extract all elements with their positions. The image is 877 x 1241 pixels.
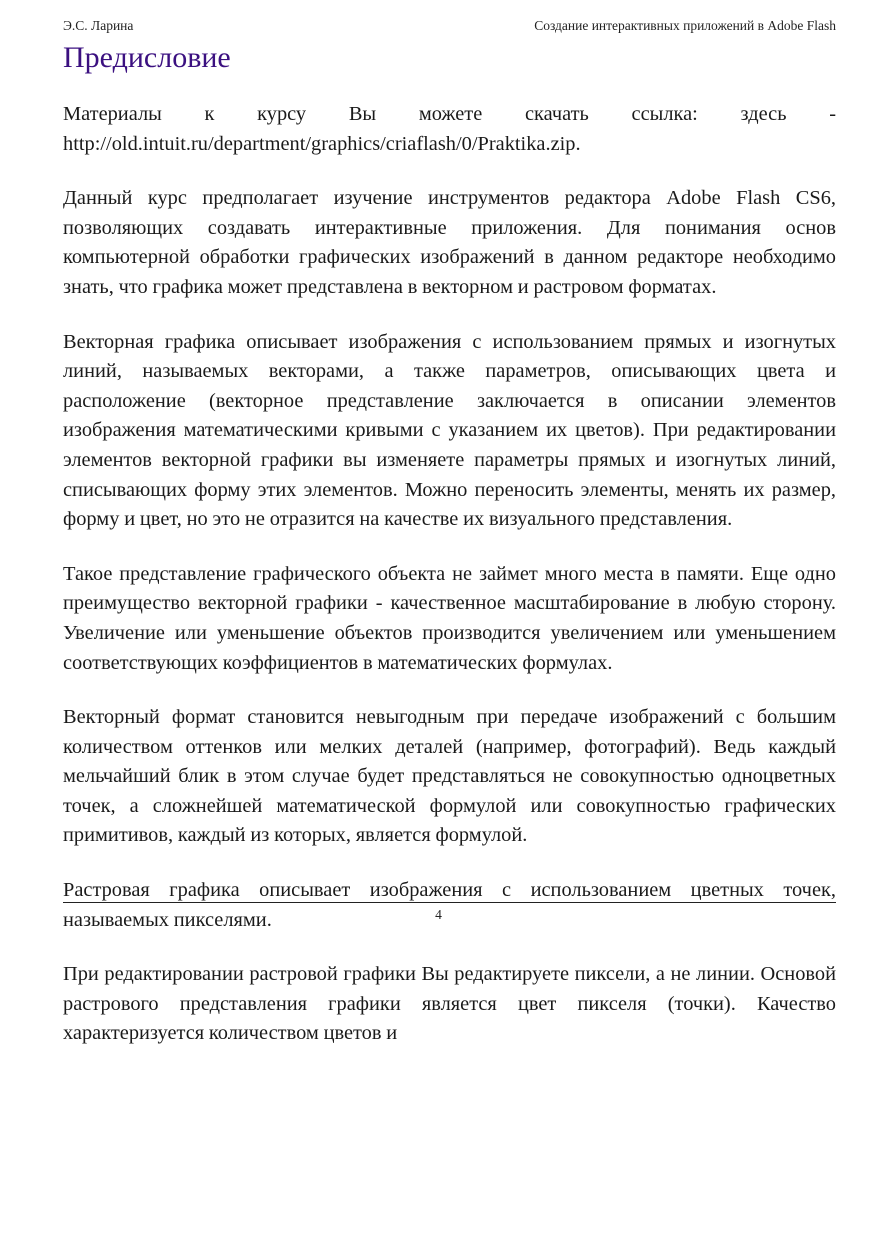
paragraph-raster-editing: При редактировании растровой графики Вы редактируете пиксели, а не линии. Основой растрового представления графики является цвет пикселя (точки). Качество характеризуется количеством цветов и [63,963,836,1045]
paragraph-vector-graphics: Векторная графика описывает изображения с использованием прямых и изогнутых линий, называемых векторами, а также параметров, описывающих цвета и расположение (векторное представление заключается в описании элементов изображения математическими кривыми с указанием их цветов). При редактировании элементов векторной графики вы изменяете параметры прямых и изогнутых линий, списывающих форму этих элементов. Можно переносить элементы, менять их размер, форму и цвет, но это не отразится на качестве их визуального представления. [63,330,836,531]
running-header [63,16,836,36]
paragraph-raster-graphics: Растровая графика описывает изображения с использованием цветных точек, называемых пикселями. [63,879,836,931]
body-text [63,100,836,1045]
header-course-title: Создание интерактивных приложений в Adobe Flash [534,18,836,33]
footer-divider [63,902,836,903]
header-author: Э.С. Ларина [63,18,134,33]
paragraph-materials-link: Материалы к курсу Вы можете скачать ссылка: здесь - http://old.intuit.ru/department/graphics/criaflash/0/Praktika.zip. [63,103,836,155]
paragraph-vector-disadvantages: Векторный формат становится невыгодным при передаче изображений с большим количеством оттенков или мелких деталей (например, фотографий). Ведь каждый мельчайший блик в этом случае будет представляться не совокупностью одноцветных точек, а сложнейшей математической формулой или совокупностью графических примитивов, каждый из которых, является формулой. [63,706,836,847]
paragraph-vector-advantages: Такое представление графического объекта не займет много места в памяти. Еще одно преимущество векторной графики - качественное масштабирование в любую сторону. Увеличение или уменьшение объектов производится увеличением или уменьшением соответствующих коэффициентов в математических формулах. [63,562,836,674]
page-title: Предисловие [63,41,231,74]
paragraph-course-intro: Данный курс предполагает изучение инструментов редактора Adobe Flash CS6, позволяющих создавать интерактивные приложения. Для понимания основ компьютерной обработки графических изображений в данном редакторе необходимо знать, что графика может представлена в векторном и растровом форматах. [63,187,836,298]
page-number: 4 [435,907,442,922]
